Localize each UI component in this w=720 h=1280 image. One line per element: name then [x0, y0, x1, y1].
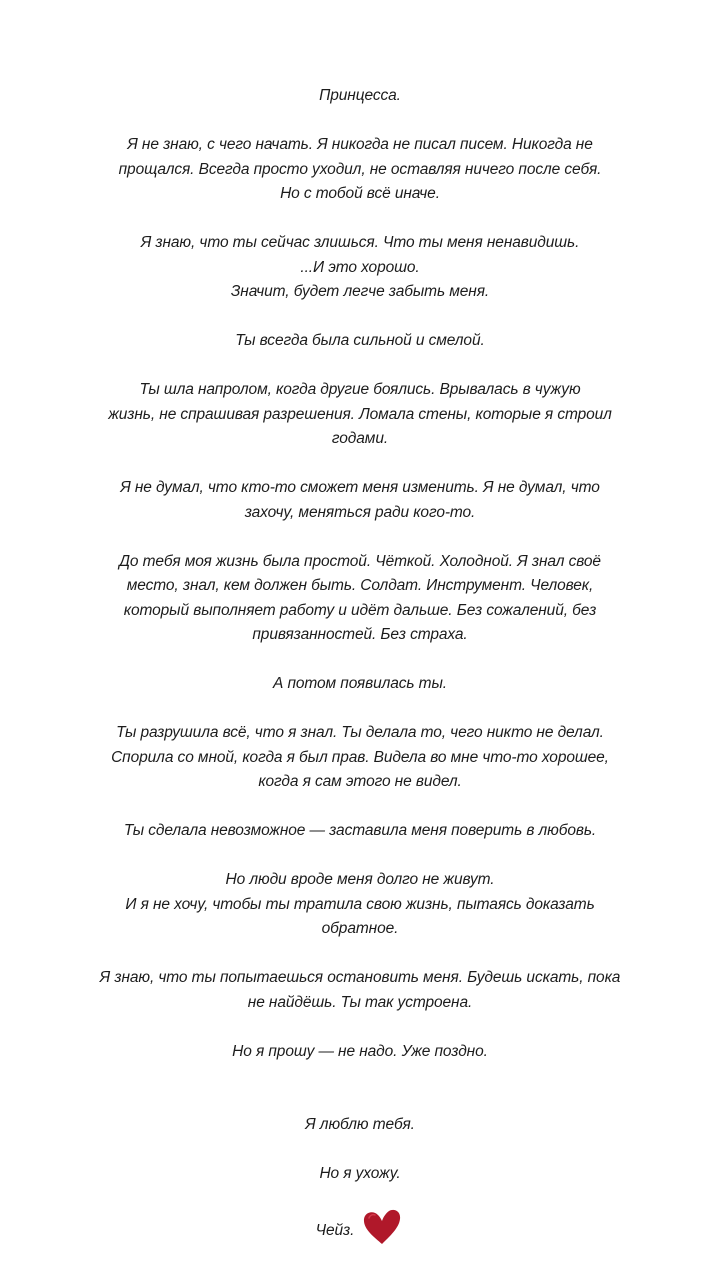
letter-paragraph	[24, 133, 696, 207]
paragraph-line: И я не хочу, чтобы ты тратила свою жизнь, пытаясь доказать	[125, 895, 595, 913]
paragraph-line: жизнь, не спрашивая разрешения. Ломала стены, которые я строил	[108, 405, 612, 423]
heart-icon	[360, 1207, 404, 1247]
letter-salutation	[24, 84, 696, 109]
paragraph-line: Значит, будет легче забыть меня.	[230, 283, 490, 300]
salutation-text: Принцесса.	[319, 87, 401, 104]
letter-paragraph	[24, 819, 696, 844]
paragraph-line: Я не думал, что кто-то сможет меня изменить. Я не думал, что	[120, 479, 600, 496]
paragraph-line: привязанностей. Без страха.	[252, 626, 468, 643]
paragraph-line: Я знаю, что ты сейчас злишься. Что ты меня ненавидишь.	[140, 234, 580, 251]
signature-name: Чейз.	[315, 1221, 355, 1239]
paragraph-line: Спорила со мной, когда я был прав. Видела во мне что-то хорошее,	[111, 748, 609, 766]
paragraph-line: Но я прошу — не надо. Уже поздно.	[232, 1042, 488, 1060]
paragraph-line: Я не знаю, с чего начать. Я никогда не писал писем. Никогда не	[127, 136, 593, 153]
closing-spacer	[24, 1089, 696, 1114]
closing-line: Но я ухожу.	[319, 1165, 401, 1182]
letter-closing-leaving	[24, 1162, 696, 1187]
paragraph-line: Но люди вроде меня долго не живут.	[225, 871, 495, 888]
letter-closing-love	[24, 1113, 696, 1138]
paragraph-line: который выполняет работу и идёт дальше. Без сожалений, без	[123, 601, 597, 619]
paragraph-line: место, знал, кем должен быть. Солдат. Инструмент. Человек,	[126, 577, 594, 594]
signature-block	[316, 1211, 405, 1251]
letter-paragraph	[24, 231, 696, 305]
paragraph-line: Ты разрушила всё, что я знал. Ты делала то, чего никто не делал.	[116, 724, 604, 741]
letter-paragraph	[24, 1040, 696, 1065]
letter-paragraph	[24, 550, 696, 648]
paragraph-line: До тебя моя жизнь была простой. Чёткой. Холодной. Я знал своё	[119, 552, 601, 570]
letter-paragraph	[24, 966, 696, 1015]
paragraph-line: Я знаю, что ты попытаешься остановить меня. Будешь искать, пока	[99, 969, 621, 986]
paragraph-line: захочу, меняться ради кого-то.	[244, 503, 476, 521]
paragraph-line: Но с тобой всё иначе.	[280, 185, 440, 202]
paragraph-line: обратное.	[321, 920, 399, 937]
paragraph-line: ...И это хорошо.	[300, 258, 420, 276]
letter-paragraph	[24, 329, 696, 354]
paragraph-line: А потом появилась ты.	[273, 675, 447, 692]
paragraph-line: Ты сделала невозможное — заставила меня поверить в любовь.	[123, 822, 597, 839]
closing-line: Я люблю тебя.	[305, 1116, 415, 1133]
letter-paragraph	[24, 721, 696, 795]
letter-paragraph	[24, 476, 696, 525]
letter-paragraph	[24, 378, 696, 452]
paragraph-line: не найдёшь. Ты так устроена.	[247, 993, 473, 1011]
paragraph-line: годами.	[331, 430, 389, 447]
paragraph-line: Ты шла напролом, когда другие боялись. Врывалась в чужую	[139, 381, 581, 398]
paragraph-line: Ты всегда была сильной и смелой.	[235, 332, 485, 349]
letter-signature	[24, 1211, 696, 1251]
paragraph-line: прощался. Всегда просто уходил, не оставляя ничего после себя.	[118, 160, 602, 178]
letter-paragraph	[24, 868, 696, 942]
paragraph-line: когда я сам этого не видел.	[258, 773, 462, 790]
letter-body	[24, 84, 696, 1276]
letter-paragraph	[24, 672, 696, 697]
